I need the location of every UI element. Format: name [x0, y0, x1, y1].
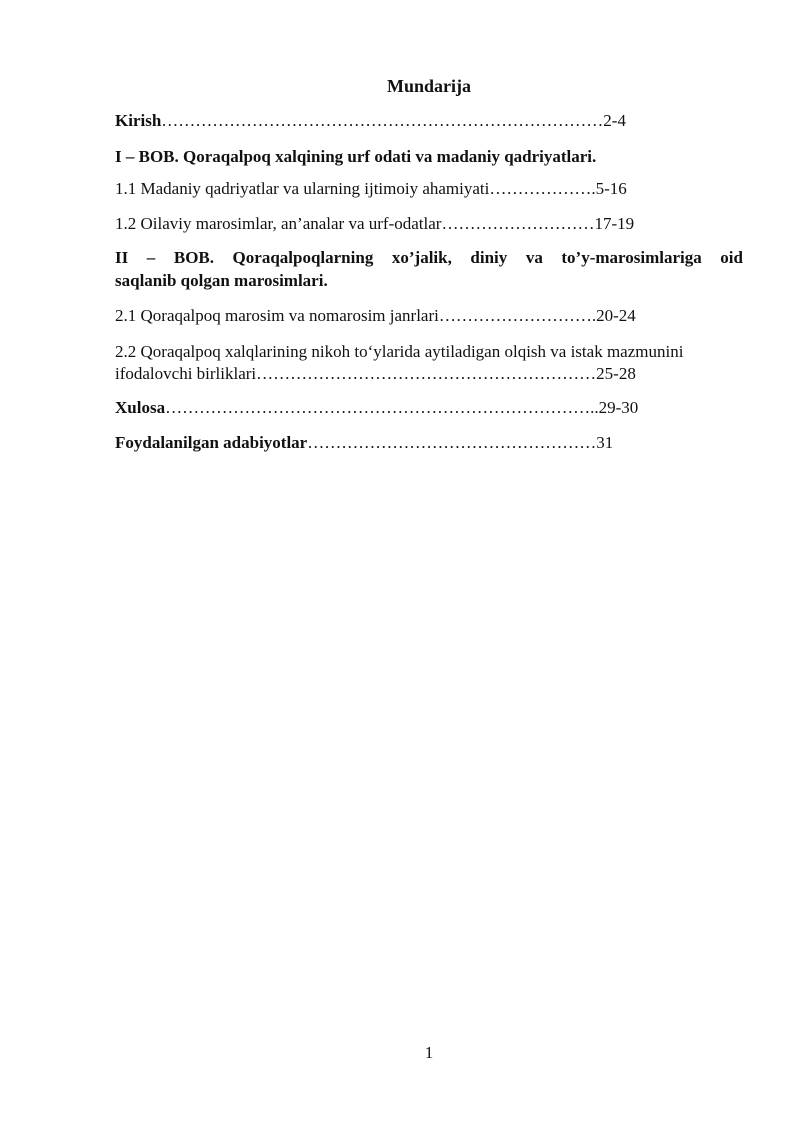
toc-leader-dots: ………………. [489, 179, 596, 198]
toc-leader-dots: …………………………………………………………………… [161, 111, 604, 130]
toc-leader-dots: …………………………………………………… [256, 364, 597, 383]
chapter-heading-line: II – BOB. Qoraqalpoqlarning xo’jalik, diniy va to’y-marosimlariga oid [115, 248, 743, 267]
toc-leader-dots: ………………………. [438, 306, 597, 325]
toc-entry-2-1 [115, 305, 636, 327]
toc-entry-foydalanilgan-adabiyotlar [115, 432, 613, 454]
toc-entry-label: Foydalanilgan adabiyotlar [115, 433, 308, 452]
toc-entry-1-2 [115, 213, 634, 235]
toc-entry-label: 1.1 Madaniy qadriyatlar va ularning ijtimoiy ahamiyati [115, 179, 490, 198]
toc-leader-dots: ……………………… [441, 214, 595, 233]
toc-entry-label: 1.2 Oilaviy marosimlar, an’analar va urf-odatlar [115, 214, 442, 233]
toc-entry-label: 2.1 Qoraqalpoq marosim va nomarosim janrlari [115, 306, 439, 325]
toc-chapter-heading-2 [115, 246, 743, 292]
chapter-heading-line: saqlanib qolgan marosimlari. [115, 271, 328, 290]
toc-leader-dots: ………………………………………………………………….. [165, 398, 599, 417]
toc-entry-label-line1: 2.2 Qoraqalpoq xalqlarining nikoh to‘ylarida aytiladigan olqish va istak mazmunini [115, 342, 684, 361]
toc-entry-label: Kirish [115, 111, 162, 130]
page-title: Mundarija [386, 76, 471, 96]
toc-entry-kirish [115, 110, 626, 132]
toc-page-range: 29-30 [598, 398, 639, 417]
toc-entry-label-line2 [115, 363, 745, 385]
toc-page-range: 2-4 [603, 111, 626, 130]
page-number: 1 [424, 1043, 434, 1062]
toc-entry-label: ifodalovchi birliklari [115, 364, 257, 383]
toc-chapter-heading-1: I – BOB. Qoraqalpoq xalqining urf odati va madaniy qadriyatlari. [115, 147, 597, 166]
toc-entry-2-2 [115, 341, 745, 385]
toc-page-range: 5-16 [595, 179, 627, 198]
toc-leader-dots: …………………………………………… [307, 433, 597, 452]
toc-page-range: 31 [596, 433, 614, 452]
toc-page-range: 20-24 [596, 306, 636, 325]
toc-page-range: 17-19 [594, 214, 635, 233]
toc-entry-1-1 [115, 178, 627, 200]
toc-entry-label: Xulosa [115, 398, 166, 417]
toc-page-range: 25-28 [596, 364, 636, 383]
toc-entry-xulosa [115, 397, 638, 419]
